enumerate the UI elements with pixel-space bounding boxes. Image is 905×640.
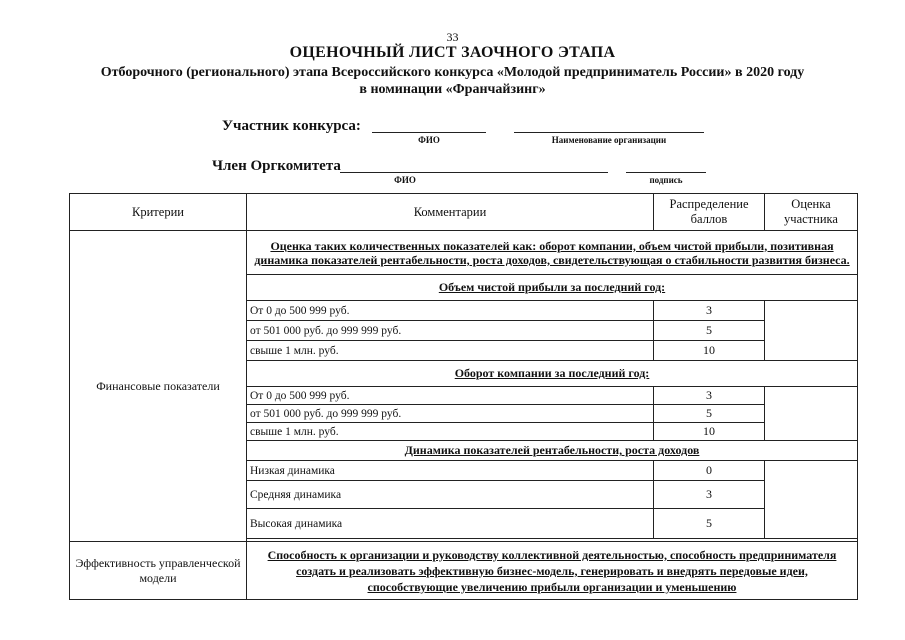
option-label: От 0 до 500 999 руб. xyxy=(247,301,654,321)
option-points: 10 xyxy=(654,341,765,361)
participant-label: Участник конкурса: xyxy=(222,118,361,134)
option-label: от 501 000 руб. до 999 999 руб. xyxy=(247,405,654,423)
option-points: 5 xyxy=(654,509,765,539)
criterion-financial: Финансовые показатели xyxy=(70,231,247,542)
dynamics-heading: Динамика показателей рентабельности, роста доходов xyxy=(247,441,858,461)
participant-fio-caption: ФИО xyxy=(418,135,440,145)
option-label: Высокая динамика xyxy=(247,509,654,539)
option-label: От 0 до 500 999 руб. xyxy=(247,387,654,405)
financial-intro: Оценка таких количественных показателей как: оборот компании, объем чистой прибыли, позитивная динамика показателей рентабельности, роста доходов, свидетельствующая о стабильности развития бизнеса. xyxy=(247,231,858,275)
option-points: 5 xyxy=(654,321,765,341)
criterion-management: Эффективность управленческой модели xyxy=(70,542,247,600)
member-label: Член Оргкомитета xyxy=(212,158,341,174)
table-row xyxy=(70,231,858,275)
member-signature-caption: подпись xyxy=(649,175,683,185)
participant-org-line xyxy=(514,132,704,133)
option-label: свыше 1 млн. руб. xyxy=(247,341,654,361)
profit-heading: Объем чистой прибыли за последний год: xyxy=(247,275,858,301)
participant-fio-line xyxy=(372,132,486,133)
option-points: 0 xyxy=(654,461,765,481)
participant-org-caption: Наименование организации xyxy=(551,135,667,145)
option-label: Средняя динамика xyxy=(247,481,654,509)
option-points: 3 xyxy=(654,481,765,509)
header-score: Оценка участника xyxy=(765,194,858,231)
subtitle-line-2: в номинации «Франчайзинг» xyxy=(359,82,546,97)
member-signature-line xyxy=(626,172,706,173)
option-points: 10 xyxy=(654,423,765,441)
turnover-heading: Оборот компании за последний год: xyxy=(247,361,858,387)
table-row xyxy=(70,542,858,600)
option-label: Низкая динамика xyxy=(247,461,654,481)
option-points: 3 xyxy=(654,387,765,405)
score-cell-turnover[interactable] xyxy=(765,387,858,441)
option-label: от 501 000 руб. до 999 999 руб. xyxy=(247,321,654,341)
management-description: Способность к организации и руководству коллективной деятельностью, способность предпринимателя создать и реализовать эффективную бизнес-модель, генерировать и внедрять передовые идеи, способствующие увеличению прибыли организации и уменьшению xyxy=(247,542,858,600)
member-fio-line xyxy=(340,172,608,173)
score-cell-profit[interactable] xyxy=(765,301,858,361)
option-label: свыше 1 млн. руб. xyxy=(247,423,654,441)
document-subtitle xyxy=(0,64,905,98)
header-criteria: Критерии xyxy=(70,194,247,231)
evaluation-table xyxy=(69,193,858,600)
member-fio-caption: ФИО xyxy=(394,175,416,185)
table-header-row xyxy=(70,194,858,231)
option-points: 3 xyxy=(654,301,765,321)
document-title: ОЦЕНОЧНЫЙ ЛИСТ ЗАОЧНОГО ЭТАПА xyxy=(289,44,616,61)
header-comments: Комментарии xyxy=(247,194,654,231)
score-cell-dynamics[interactable] xyxy=(765,461,858,539)
subtitle-line-1: Отборочного (регионального) этапа Всероссийского конкурса «Молодой предприниматель России» в 2020 году xyxy=(100,65,805,80)
option-points: 5 xyxy=(654,405,765,423)
header-distribution: Распределение баллов xyxy=(654,194,765,231)
page-number: 33 xyxy=(446,30,459,44)
